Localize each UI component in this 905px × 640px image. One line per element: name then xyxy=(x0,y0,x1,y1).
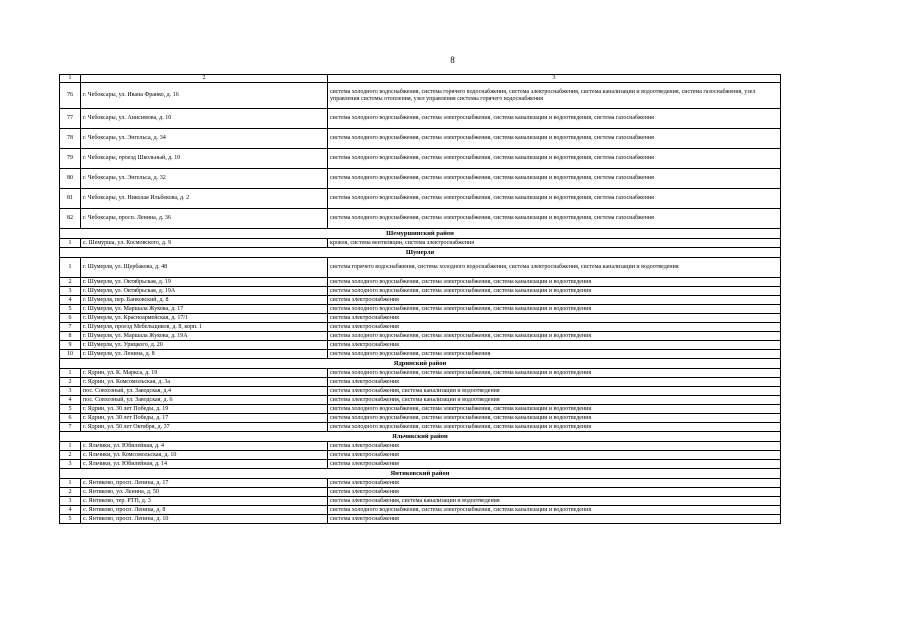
header-col-2: 2 xyxy=(81,75,328,83)
table-row xyxy=(60,423,781,432)
row-number: 3 xyxy=(60,460,81,469)
table-row xyxy=(60,323,781,332)
systems-cell: система холодного водоснабжения, система электроснабжения, система канализации и водоотведения xyxy=(328,405,781,414)
systems-cell: кровля, система вентиляции, система электроснабжения xyxy=(328,239,781,248)
systems-cell: система холодного водоснабжения, система электроснабжения, система канализации и водоотведения xyxy=(328,287,781,296)
address-cell: г. Чебоксары, ул. Энгельса, д. 32 xyxy=(81,169,328,189)
table-row xyxy=(60,341,781,350)
row-number: 1 xyxy=(60,369,81,378)
table-row xyxy=(60,314,781,323)
table-row xyxy=(60,239,781,248)
address-cell: г. Чебоксары, ул. Николая Ильбекова, д. 2 xyxy=(81,189,328,209)
address-cell: с. Янтиково, тер. РТП, д. 3 xyxy=(81,497,328,506)
systems-cell: система электроснабжения xyxy=(328,341,781,350)
table-row xyxy=(60,378,781,387)
table-row xyxy=(60,169,781,189)
row-number: 3 xyxy=(60,387,81,396)
address-cell: г. Ядрин, ул. Комсомольская, д. 3а xyxy=(81,378,328,387)
address-cell: пос. Совхозный, ул. Заводская, д. 6 xyxy=(81,396,328,405)
systems-cell: система холодного водоснабжения, система электроснабжения, система канализации и водоотведения xyxy=(328,369,781,378)
address-cell: г. Шумерля, пер. Банковский, д. 8 xyxy=(81,296,328,305)
row-number: 1 xyxy=(60,479,81,488)
row-number: 6 xyxy=(60,314,81,323)
table-row xyxy=(60,287,781,296)
address-cell: пос. Совхозный, ул. Заводская, д.4 xyxy=(81,387,328,396)
header-row xyxy=(60,75,781,83)
systems-cell: система холодного водоснабжения, система электроснабжения, система канализации и водоотведения xyxy=(328,332,781,341)
table-row xyxy=(60,369,781,378)
row-number: 4 xyxy=(60,506,81,515)
table-row xyxy=(60,488,781,497)
table-row xyxy=(60,109,781,129)
address-cell: г. Шумерля, ул. Маршала Жукова, д. 17 xyxy=(81,305,328,314)
systems-cell: система электроснабжения xyxy=(328,479,781,488)
section-title: Янтиковский район xyxy=(60,469,781,479)
row-number: 4 xyxy=(60,296,81,305)
systems-cell: система электроснабжения xyxy=(328,314,781,323)
systems-cell: система электроснабжения xyxy=(328,442,781,451)
systems-cell: система горячего водоснабжения, система холодного водоснабжения, система электроснабжения, система канализации и водоотведения xyxy=(328,258,781,278)
address-cell: г. Шумерля, ул. Октябрьская, д. 19 xyxy=(81,278,328,287)
row-number: 3 xyxy=(60,497,81,506)
address-cell: г. Чебоксары, просп. Ленина, д. 36 xyxy=(81,209,328,229)
table-row xyxy=(60,149,781,169)
section-row xyxy=(60,248,781,258)
systems-cell: система холодного водоснабжения, система электроснабжения, система канализации и водоотведения xyxy=(328,506,781,515)
address-cell: г. Шумерля, ул. Маршала Жукова, д. 19А xyxy=(81,332,328,341)
address-cell: г. Чебоксары, ул. Анисимова, д. 10 xyxy=(81,109,328,129)
row-number: 80 xyxy=(60,169,81,189)
row-number: 1 xyxy=(60,239,81,248)
table-row xyxy=(60,296,781,305)
section-row xyxy=(60,359,781,369)
table-row xyxy=(60,209,781,229)
systems-cell: система холодного водоснабжения, система электроснабжения xyxy=(328,350,781,359)
systems-cell: система электроснабжения xyxy=(328,488,781,497)
row-number: 78 xyxy=(60,129,81,149)
address-cell: с. Шемурша, ул. Космовского, д. 9 xyxy=(81,239,328,248)
section-row xyxy=(60,469,781,479)
table-row xyxy=(60,515,781,524)
header-col-1: 1 xyxy=(60,75,81,83)
table-row xyxy=(60,405,781,414)
row-number: 7 xyxy=(60,423,81,432)
systems-cell: система холодного водоснабжения, система электроснабжения, система канализации и водоотведения, система газоснабжения xyxy=(328,109,781,129)
systems-cell: система электроснабжения xyxy=(328,451,781,460)
section-title: Ядринский район xyxy=(60,359,781,369)
address-cell: г. Ядрин, ул. К. Маркса, д. 19 xyxy=(81,369,328,378)
table-row xyxy=(60,278,781,287)
row-number: 79 xyxy=(60,149,81,169)
systems-cell: система холодного водоснабжения, система электроснабжения, система канализации и водоотведения xyxy=(328,305,781,314)
row-number: 6 xyxy=(60,414,81,423)
row-number: 76 xyxy=(60,83,81,109)
table-row xyxy=(60,387,781,396)
table-row xyxy=(60,479,781,488)
table-row xyxy=(60,442,781,451)
systems-cell: система холодного водоснабжения, система электроснабжения, система канализации и водоотведения, система газоснабжения xyxy=(328,129,781,149)
header-col-3: 3 xyxy=(328,75,781,83)
address-cell: г. Чебоксары, ул. Энгельса, д. 34 xyxy=(81,129,328,149)
row-number: 9 xyxy=(60,341,81,350)
address-cell: г. Шумерля, ул. Ленина, д. 8 xyxy=(81,350,328,359)
row-number: 77 xyxy=(60,109,81,129)
table-row xyxy=(60,258,781,278)
row-number: 2 xyxy=(60,488,81,497)
systems-cell: система электроснабжения, система канализации и водоотведения xyxy=(328,387,781,396)
registry-table xyxy=(59,74,781,524)
systems-cell: система электроснабжения xyxy=(328,515,781,524)
section-row xyxy=(60,432,781,442)
systems-cell: система холодного водоснабжения, система электроснабжения, система канализации и водоотведения xyxy=(328,423,781,432)
section-title: Яльчикский район xyxy=(60,432,781,442)
address-cell: г. Шумерля, ул. Красноармейская, д. 17/1 xyxy=(81,314,328,323)
row-number: 4 xyxy=(60,396,81,405)
row-number: 5 xyxy=(60,515,81,524)
row-number: 5 xyxy=(60,305,81,314)
row-number: 5 xyxy=(60,405,81,414)
row-number: 82 xyxy=(60,209,81,229)
address-cell: с. Янтиково, ул. Ленина, д. 50 xyxy=(81,488,328,497)
row-number: 3 xyxy=(60,287,81,296)
systems-cell: система холодного водоснабжения, система электроснабжения, система канализации и водоотведения, система газоснабжения xyxy=(328,189,781,209)
row-number: 10 xyxy=(60,350,81,359)
systems-cell: система холодного водоснабжения, система электроснабжения, система канализации и водоотведения, система газоснабжения xyxy=(328,169,781,189)
systems-cell: система электроснабжения xyxy=(328,296,781,305)
table-row xyxy=(60,83,781,109)
systems-cell: система холодного водоснабжения, система электроснабжения, система канализации и водоотведения, система газоснабжения xyxy=(328,149,781,169)
table-row xyxy=(60,332,781,341)
systems-cell: система электроснабжения, система канализации и водоотведения xyxy=(328,396,781,405)
systems-cell: система холодного водоснабжения, система электроснабжения, система канализации и водоотведения xyxy=(328,278,781,287)
section-row xyxy=(60,229,781,239)
address-cell: с. Янтиково, просп. Ленина, д. 17 xyxy=(81,479,328,488)
address-cell: г. Шумерля, ул. Урицкого, д. 20 xyxy=(81,341,328,350)
table-row xyxy=(60,451,781,460)
page-number: 8 xyxy=(450,55,455,65)
table-row xyxy=(60,189,781,209)
row-number: 8 xyxy=(60,332,81,341)
table-row xyxy=(60,506,781,515)
table-row xyxy=(60,396,781,405)
systems-cell: система электроснабжения xyxy=(328,378,781,387)
address-cell: г. Ядрин, ул. 50 лет Октября, д. 37 xyxy=(81,423,328,432)
systems-cell: система холодного водоснабжения, система электроснабжения, система канализации и водоотведения, система газоснабжения xyxy=(328,209,781,229)
systems-cell: система электроснабжения xyxy=(328,460,781,469)
registry-table-body xyxy=(60,75,781,524)
table-row xyxy=(60,414,781,423)
table-row xyxy=(60,460,781,469)
row-number: 2 xyxy=(60,278,81,287)
row-number: 1 xyxy=(60,442,81,451)
row-number: 2 xyxy=(60,378,81,387)
row-number: 1 xyxy=(60,258,81,278)
systems-cell: система электроснабжения xyxy=(328,323,781,332)
address-cell: с. Яльчики, ул. Комсомольская, д. 10 xyxy=(81,451,328,460)
address-cell: г. Ядрин, ул. 30 лет Победы, д. 19 xyxy=(81,405,328,414)
row-number: 7 xyxy=(60,323,81,332)
address-cell: г. Чебоксары, ул. Ивана Франко, д. 16 xyxy=(81,83,328,109)
address-cell: г. Шумерля, проезд Мебельщиков, д. 8, корп. 1 xyxy=(81,323,328,332)
address-cell: с. Яльчики, ул. Юбилейная, д. 14 xyxy=(81,460,328,469)
address-cell: г. Шумерля, ул. Щербакова, д. 48 xyxy=(81,258,328,278)
systems-cell: система холодного водоснабжения, система электроснабжения, система канализации и водоотведения xyxy=(328,414,781,423)
section-title: Шумерля xyxy=(60,248,781,258)
table-row xyxy=(60,497,781,506)
systems-cell: система холодного водоснабжения, система горячего водоснабжения, система электроснабжения, система канализации и водоотведения, система газоснабжения, узел управления системы отопления, узел управления системы горячего водоснабжения xyxy=(328,83,781,109)
table-row xyxy=(60,305,781,314)
address-cell: с. Янтиково, просп. Ленина, д. 8 xyxy=(81,506,328,515)
address-cell: г. Чебоксары, проезд Школьный, д. 10 xyxy=(81,149,328,169)
address-cell: с. Яльчики, ул. Юбилейная, д. 4 xyxy=(81,442,328,451)
table-row xyxy=(60,129,781,149)
row-number: 81 xyxy=(60,189,81,209)
section-title: Шемуршинский район xyxy=(60,229,781,239)
address-cell: с. Янтиково, просп. Ленина, д. 10 xyxy=(81,515,328,524)
table-row xyxy=(60,350,781,359)
address-cell: г. Ядрин, ул. 30 лет Победы, д. 17 xyxy=(81,414,328,423)
address-cell: г. Шумерля, ул. Октябрьская, д. 19А xyxy=(81,287,328,296)
systems-cell: система электроснабжения, система канализации и водоотведения xyxy=(328,497,781,506)
row-number: 2 xyxy=(60,451,81,460)
